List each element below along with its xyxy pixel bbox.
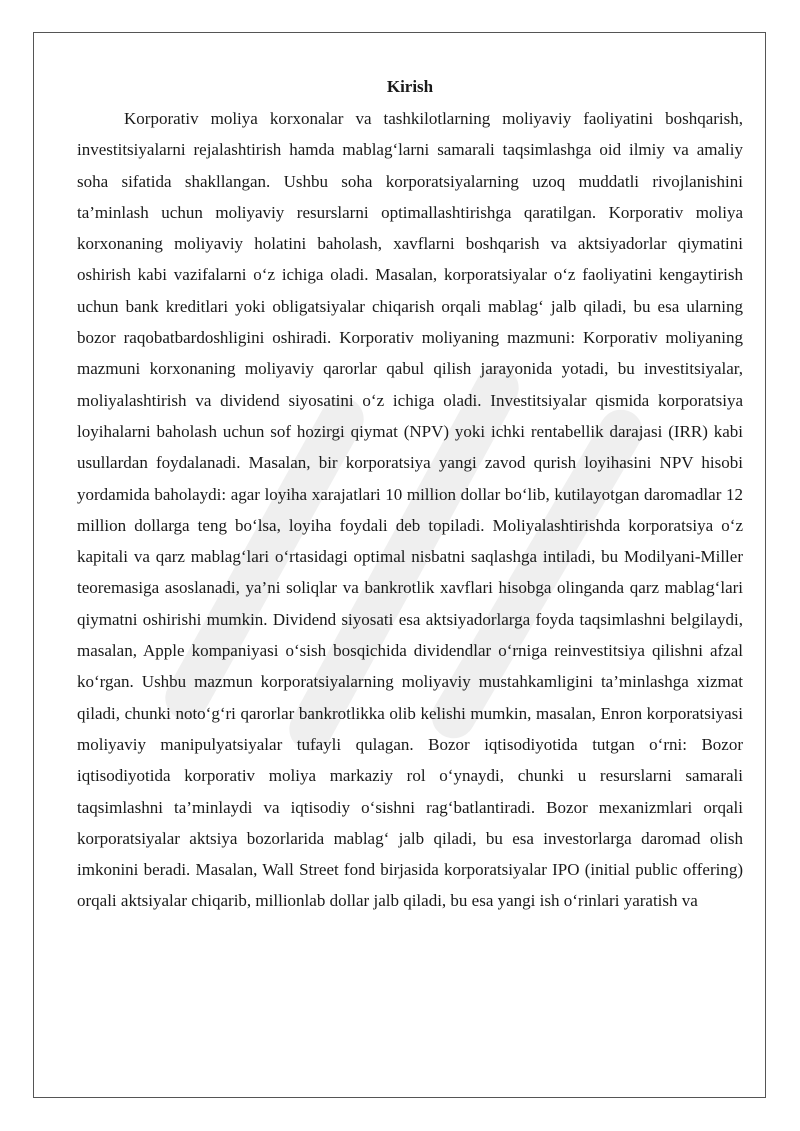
document-page xyxy=(33,32,766,1098)
document-title: Kirish xyxy=(386,77,434,96)
document-content xyxy=(77,73,743,917)
document-paragraph: Korporativ moliya korxonalar va tashkilotlarning moliyaviy faoliyatini boshqarish, investitsiyalarni rejalashtirish hamda mablag‘larni samarali taqsimlashga oid ilmiy va amaliy soha sifatida shakllangan. Ushbu soha korporatsiyalarning uzoq muddatli rivojlanishini ta’minlash uchun moliyaviy resurslarni optimallashtirishga qaratilgan. Korporativ moliya korxonaning moliyaviy holatini baholash, xavflarni boshqarish va aktsiyadorlar qiymatini oshirish kabi vazifalarni o‘z ichiga oladi. Masalan, korporatsiyalar o‘z faoliyatini kengaytirish uchun bank kreditlari yoki obligatsiyalar chiqarish orqali mablag‘ jalb qiladi, bu esa ularning bozor raqobatbardoshligini oshiradi. Korporativ moliyaning mazmuni: Korporativ moliyaning mazmuni korxonaning moliyaviy qarorlar qabul qilish jarayonida yotadi, bu investitsiyalar, moliyalashtirish va dividend siyosatini o‘z ichiga oladi. Investitsiyalar qismida korporatsiya loyihalarni baholash uchun sof hozirgi qiymat (NPV) yoki ichki rentabellik darajasi (IRR) kabi usullardan foydalanadi. Masalan, bir korporatsiya yangi zavod qurish loyihasini NPV hisobi yordamida baholaydi: agar loyiha xarajatlari 10 million dollar bo‘lib, kutilayotgan daromadlar 12 million dollarga teng bo‘lsa, loyiha foydali deb topiladi. Moliyalashtirishda korporatsiya o‘z kapitali va qarz mablag‘lari o‘rtasidagi optimal nisbatni saqlashga intiladi, bu Modilyani-Miller teoremasiga asoslanadi, ya’ni soliqlar va bankrotlik xavflari hisobga olinganda qarz mablag‘lari qiymatni oshirishi mumkin. Dividend siyosati esa aktsiyadorlarga foyda taqsimlashni belgilaydi, masalan, Apple kompaniyasi o‘sish bosqichida dividendlar o‘rniga reinvestitsiya qilishni afzal ko‘rgan. Ushbu mazmun korporatsiyalarning moliyaviy mustahkamligini ta’minlashga xizmat qiladi, chunki noto‘g‘ri qarorlar bankrotlikka olib kelishi mumkin, masalan, Enron korporatsiyasi moliyaviy manipulyatsiyalar tufayli qulagan. Bozor iqtisodiyotida tutgan o‘rni: Bozor iqtisodiyotida korporativ moliya markaziy rol o‘ynaydi, chunki u resurslarni samarali taqsimlashni ta’minlaydi va iqtisodiy o‘sishni rag‘batlantiradi. Bozor mexanizmlari orqali korporatsiyalar aktsiya bozorlarida mablag‘ jalb qiladi, bu esa investorlarga daromad olish imkonini beradi. Masalan, Wall Street fond birjasida korporatsiyalar IPO (initial public offering) orqali aktsiyalar chiqarib, millionlab dollar jalb qiladi, bu esa yangi ish o‘rinlari yaratish va xyxy=(77,109,743,911)
